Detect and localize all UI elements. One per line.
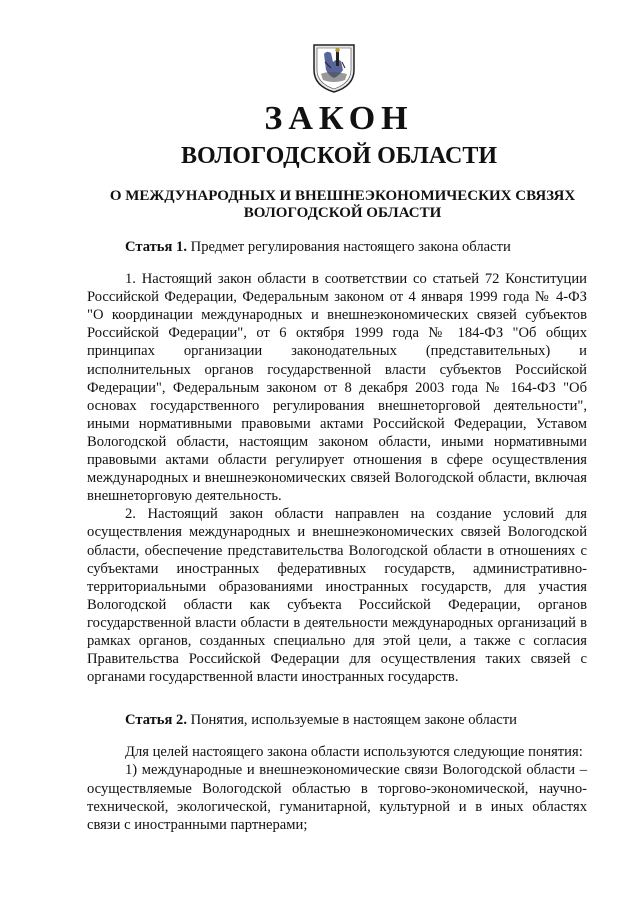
article-1-label: Статья 1. bbox=[125, 239, 187, 255]
document-subtitle: ВОЛОГОДСКОЙ ОБЛАСТИ bbox=[180, 143, 498, 169]
article-2-label: Статья 2. bbox=[125, 712, 187, 729]
article-2-heading bbox=[87, 711, 587, 729]
document-title: ЗАКОН bbox=[264, 100, 414, 137]
article-1-paragraph-1: 1. Настоящий закон области в соответствии со статьей 72 Конституции Российской Федерации, Федеральным законом от 4 января 1999 года № 4-ФЗ "О координации международных и внешнеэкономических связей субъектов Российской Федерации", от 6 октября 1999 года № 184-ФЗ "Об общих принципах организации законодательных (представительных) и исполнительных органов государственной власти субъектов Российской Федерации", Федеральным законом от 8 декабря 2003 года № 164-ФЗ "Об основах государственного регулирования внешнеторговой деятельности", иными нормативными правовыми актами Российской Федерации, Уставом Вологодской области, настоящим законом области, иными нормативными правовыми актами области регулирует отношения в сфере осуществления международных и внешнеэкономических связей Вологодской области, включая внешнеторговую деятельность. bbox=[87, 271, 587, 505]
article-1-title: Предмет регулирования настоящего закона области bbox=[187, 239, 511, 255]
article-2-paragraph-1: Для целей настоящего закона области используются следующие понятия: bbox=[125, 744, 583, 761]
article-1-paragraph-2: 2. Настоящий закон области направлен на создание условий для осуществления международных и внешнеэкономических связей Вологодской области, обеспечение представительства Вологодской области в отношениях с субъектами иностранных федеративных государств, административно-территориальными образованиями иностранных государств, для участия Вологодской области как субъекта Российской Федерации, органов государственной власти области в деятельности международных организаций в рамках органов, созданных специально для этой цели, а также с согласия Правительства Российской Федерации для осуществления таких связей с органами государственной власти иностранных государств. bbox=[87, 506, 587, 686]
article-2-title: Понятия, используемые в настоящем законе области bbox=[187, 712, 517, 729]
article-2-paragraph-2: 1) международные и внешнеэкономические связи Вологодской области – осуществляемые Вологодской областью в торгово-экономической, научно-технической, экологической, гуманитарной, культурной и в иных областях связи с иностранными партнерами; bbox=[87, 762, 587, 833]
coat-of-arms-icon bbox=[309, 40, 359, 94]
law-name: О МЕЖДУНАРОДНЫХ И ВНЕШНЕЭКОНОМИЧЕСКИХ СВЯЗЯХ ВОЛОГОДСКОЙ ОБЛАСТИ bbox=[109, 188, 576, 221]
document-body bbox=[87, 238, 587, 834]
article-1-heading bbox=[87, 238, 587, 256]
